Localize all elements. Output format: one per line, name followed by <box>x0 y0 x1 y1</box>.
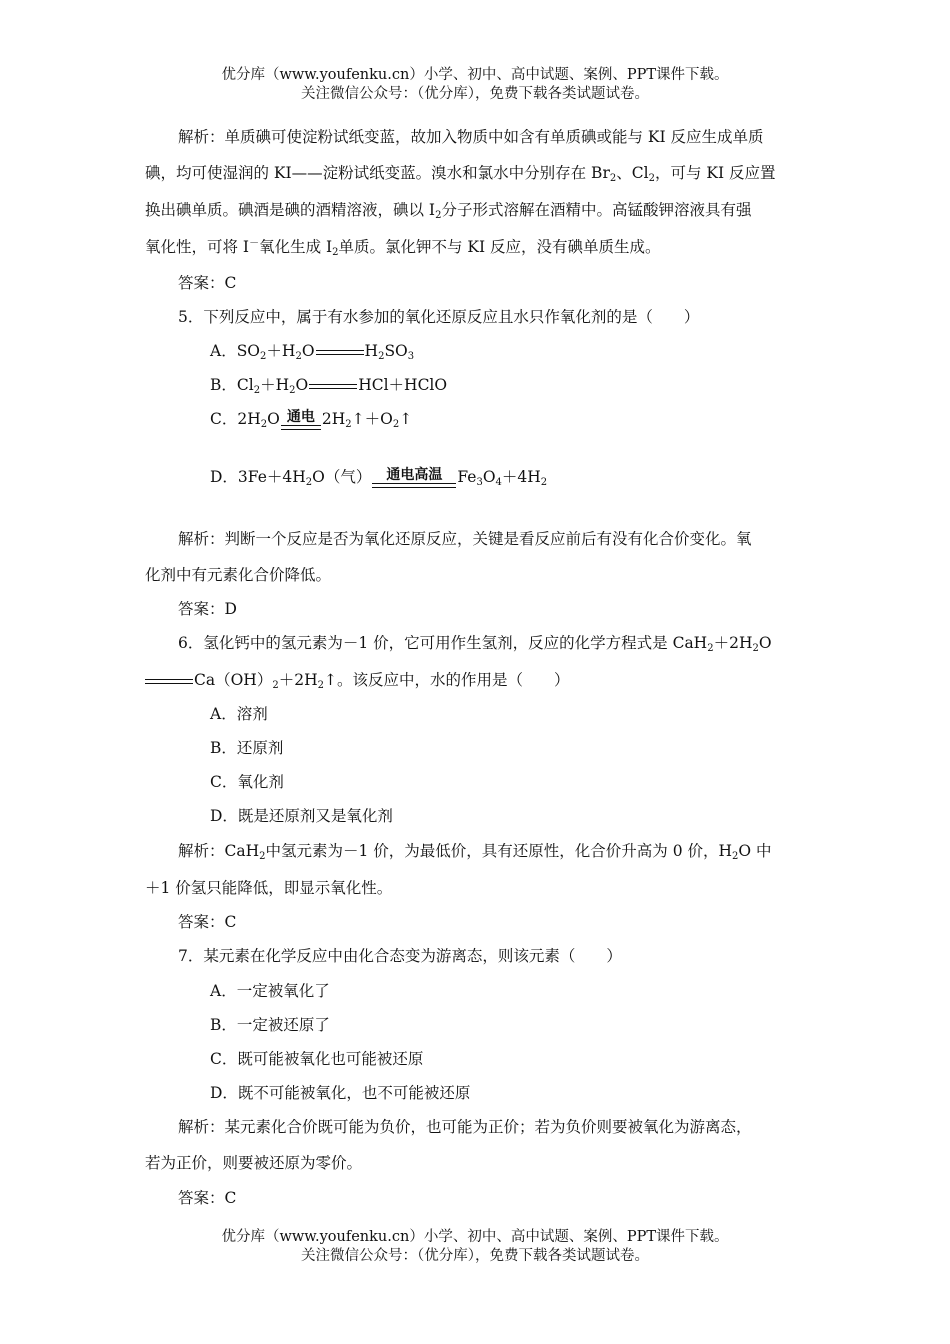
q5-option-c: C．$2H_2O$ 通电 $2H_2↑+O_2↑$ <box>210 409 413 430</box>
q7-analysis-line-1: 解析：某元素化合价既可能为负价，也可能为正价；若为负价则要被氧化为游离态， <box>178 1118 752 1136</box>
q7-option-b: B．一定被还原了 <box>210 1016 330 1034</box>
q7-answer: 答案：C <box>178 1189 237 1207</box>
q4-analysis-line-1: 解析：单质碘可使淀粉试纸变蓝，故加入物质中如含有单质碘或能与 KI 反应生成单质 <box>178 128 764 146</box>
header-line-2: 关注微信公众号：（优分库），免费下载各类试题试卷。 <box>301 86 649 102</box>
q6-answer: 答案：C <box>178 913 237 931</box>
q7-stem: 7．某元素在化学反应中由化合态变为游离态，则该元素（ ） <box>178 947 622 965</box>
q5-option-d-condition: 通电高温 <box>386 467 443 483</box>
equals-sign <box>309 384 357 389</box>
q5-analysis-line-2: 化剂中有元素化合价降低。 <box>145 566 332 584</box>
q5-option-c-condition: 通电 <box>286 409 315 425</box>
q6-option-d: D．既是还原剂又是氧化剂 <box>210 807 393 825</box>
q4-analysis-line-4: 氧化性，可将 I－氧化生成 $I_2$单质。氯化钾不与 KI 反应，没有碘单质生成。 <box>145 238 661 258</box>
q5-option-d: D．$3Fe+4H_2O$（气） 通电高温 $Fe_3O_4+4H_2$ <box>210 467 548 488</box>
footer-line-1: 优分库（www.youfenku.cn）小学、初中、高中试题、案例、PPT课件下载。 <box>221 1229 729 1245</box>
footer-line-2: 关注微信公众号：（优分库），免费下载各类试题试卷。 <box>301 1248 649 1264</box>
q4-analysis-line-3: 换出碘单质。碘酒是碘的酒精溶液，碘以 $I_2$分子形式溶解在酒精中。高锰酸钾溶液具有强 <box>145 201 752 221</box>
q5-option-a: A．$SO_2+H_2O$ $H_2SO_3$ <box>210 342 415 362</box>
q4-analysis-line-2: 碘，均可使湿润的 KI——淀粉试纸变蓝。溴水和氯水中分别存在 $Br_2$、$Cl_2$，可与 KI 反应置 <box>145 164 776 184</box>
q6-stem-line-2: $Ca(OH)_2+2H_2↑$。该反应中，水的作用是（ ） <box>145 669 569 691</box>
q5-analysis-line-1: 解析：判断一个反应是否为氧化还原反应，关键是看反应前后有没有化合价变化。氧 <box>178 530 752 548</box>
q6-option-c: C．氧化剂 <box>210 773 284 791</box>
header-line-1: 优分库（www.youfenku.cn）小学、初中、高中试题、案例、PPT课件下载。 <box>221 67 729 83</box>
q5-stem: 5．下列反应中，属于有水参加的氧化还原反应且水只作氧化剂的是（ ） <box>178 308 700 326</box>
q7-option-a: A．一定被氧化了 <box>210 982 330 1000</box>
equals-sign <box>316 350 364 355</box>
q6-stem-line-1: 6．氢化钙中的氢元素为－1 价，它可用作生氢剂，反应的化学方程式是 $CaH_2+2H_2O$ <box>178 634 772 654</box>
q7-analysis-line-2: 若为正价，则要被还原为零价。 <box>145 1154 363 1172</box>
q6-option-b: B．还原剂 <box>210 739 284 757</box>
q5-option-b: B．$Cl_2+H_2O$ HCl＋HClO <box>210 376 448 396</box>
q6-analysis-line-1: 解析：CaH$_2$中氢元素为－1 价，为最低价，具有还原性，化合价升高为 0 价，$H_2O$ 中 <box>178 842 772 862</box>
q6-option-a: A．溶剂 <box>210 705 268 723</box>
equals-sign <box>145 679 193 684</box>
q7-option-c: C．既可能被氧化也可能被还原 <box>210 1050 424 1068</box>
q7-option-d: D．既不可能被氧化，也不可能被还原 <box>210 1084 471 1102</box>
q6-analysis-line-2: ＋1 价氢只能降低，即显示氧化性。 <box>145 879 393 897</box>
q4-answer: 答案：C <box>178 274 237 292</box>
q5-answer: 答案：D <box>178 600 237 618</box>
